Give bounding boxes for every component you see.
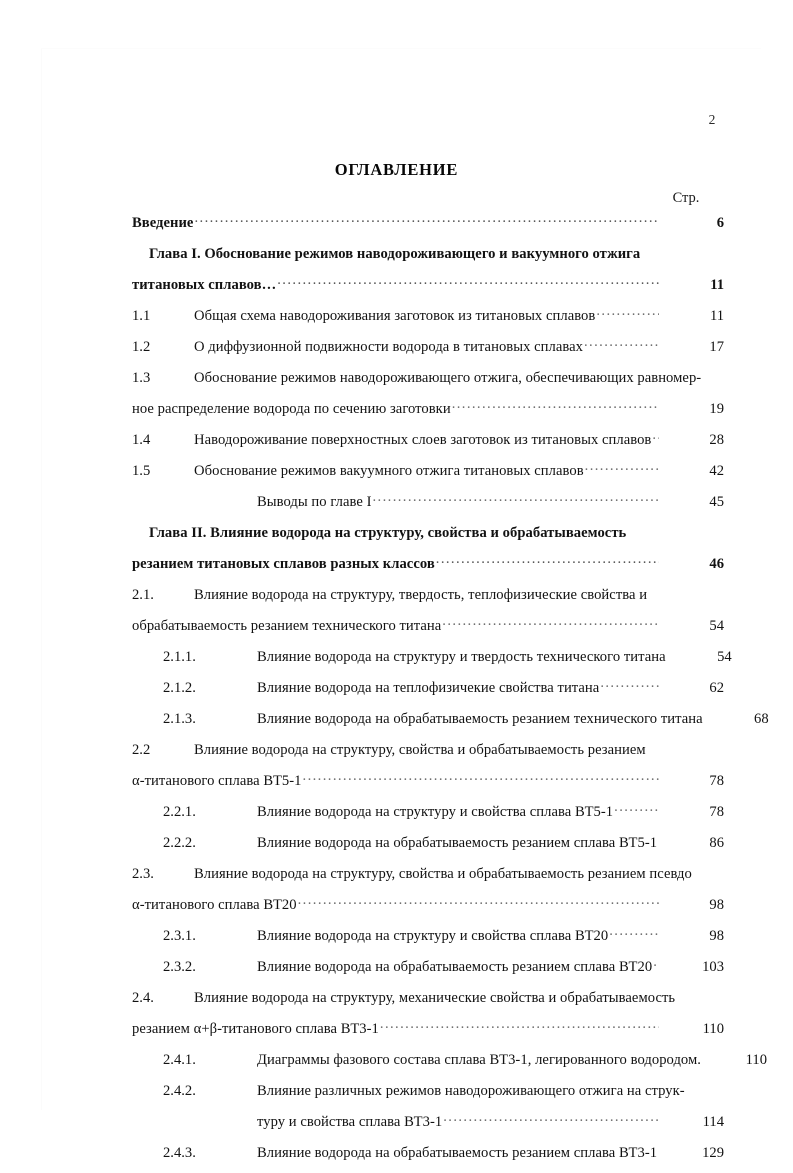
toc-entry[interactable] [132, 770, 732, 801]
page-title: ОГЛАВЛЕНИЕ [334, 160, 459, 179]
toc-entry-page-number: 19 [709, 400, 724, 417]
toc-entry[interactable] [132, 460, 732, 491]
toc-leader-dots [600, 677, 659, 692]
scan-edge-left [41, 48, 42, 1110]
toc-entry-label: Общая схема наводороживания заготовок из титановых сплавов [194, 307, 596, 324]
toc-entry[interactable] [132, 398, 732, 429]
toc-entry-number: 2.4. [132, 989, 154, 1006]
toc-entry[interactable] [132, 987, 732, 1018]
toc-entry-page-number: 42 [709, 462, 724, 479]
toc-entry[interactable] [132, 429, 732, 460]
toc-entry-page-number: 78 [709, 803, 724, 820]
toc-leader-dots [658, 1142, 659, 1157]
toc-entry[interactable] [132, 491, 732, 522]
toc-entry-page-number: 6 [716, 214, 724, 231]
toc-entry-page-number [705, 370, 775, 387]
toc-entry[interactable] [132, 832, 732, 863]
toc-entry-label: α-титанового сплава ВТ20 [132, 896, 297, 913]
toc-entry-page-number [696, 866, 766, 883]
toc-entry-number: 2.2.1. [163, 803, 196, 820]
toc-entry-page-number: 68 [754, 710, 769, 727]
toc-entry-label: Влияние водорода на структуру, свойства и обрабатываемость резанием псевдо [194, 865, 692, 882]
toc-leader-dots [277, 274, 659, 289]
toc-leader-dots [658, 832, 659, 847]
toc-entry-number: 2.4.2. [163, 1082, 196, 1099]
toc-leader-dots [303, 770, 659, 785]
toc-entry-label: резанием α+β-титанового сплава ВТ3-1 [132, 1020, 379, 1037]
toc-leader-dots [596, 305, 659, 320]
toc-entry-number: 1.2 [132, 338, 151, 355]
toc-entry-label: Влияние водорода на обрабатываемость резанием сплава ВТ3-1 [257, 1144, 658, 1161]
toc-entry-label: Выводы по главе I [257, 493, 372, 510]
toc-entry-page-number: 110 [702, 1020, 724, 1037]
toc-entry-number: 1.5 [132, 462, 151, 479]
toc-entry-label: Влияние водорода на обрабатываемость резанием сплава ВТ20 [257, 958, 653, 975]
toc-entry-label: Введение [132, 214, 194, 231]
toc-entry-number: 2.4.3. [163, 1144, 196, 1161]
toc-leader-dots [609, 925, 659, 940]
toc-leader-dots [614, 801, 659, 816]
toc-leader-dots [652, 429, 659, 444]
toc-entry-label: Наводороживание поверхностных слоев заготовок из титановых сплавов [194, 431, 652, 448]
toc-entry-label: Обоснование режимов вакуумного отжига титановых сплавов [194, 462, 584, 479]
toc-entry-number: 2.3.1. [163, 927, 196, 944]
toc-entry[interactable] [132, 1111, 732, 1142]
toc-entry-number: 2.1. [132, 586, 154, 603]
toc-entry-number: 1.3 [132, 369, 151, 386]
toc-entry-label: Влияние водорода на теплофизичекие свойства титана [257, 679, 600, 696]
toc-entry-number: 2.1.3. [163, 710, 196, 727]
toc-entry-label: обрабатываемость резанием технического титана [132, 617, 442, 634]
toc-entry-label: О диффузионной подвижности водорода в титановых сплавах [194, 338, 583, 355]
toc-leader-dots [648, 584, 659, 599]
toc-entry-label: Обоснование режимов наводороживающего отжига, обеспечивающих равномер- [194, 369, 702, 386]
toc-entry-page-number: 62 [709, 679, 724, 696]
toc-entry[interactable] [132, 708, 769, 739]
toc-entry[interactable] [132, 305, 732, 336]
toc-entry-page-number [689, 1083, 759, 1100]
toc-entry-label: Влияние водорода на структуру и свойства сплава ВТ5-1 [257, 803, 614, 820]
toc-entry-page-number: 98 [709, 927, 724, 944]
toc-entry-label: Глава I. Обоснование режимов наводороживающего и вакуумного отжига [149, 245, 641, 262]
table-of-contents [132, 212, 769, 1173]
toc-leader-dots [373, 491, 660, 506]
toc-entry-number: 2.1.1. [163, 648, 196, 665]
toc-entry-page-number: 86 [709, 834, 724, 851]
toc-entry-page-number: 114 [702, 1113, 724, 1130]
toc-entry[interactable] [132, 863, 732, 894]
toc-leader-dots [442, 615, 659, 630]
scan-edge-top [41, 48, 761, 49]
toc-entry-label: Влияние водорода на структуру, механические свойства и обрабатываемость [194, 989, 676, 1006]
toc-entry-label: α-титанового сплава ВТ5-1 [132, 772, 302, 789]
toc-entry-number: 2.3. [132, 865, 154, 882]
toc-entry-number: 1.1 [132, 307, 151, 324]
toc-leader-dots [653, 956, 659, 971]
toc-entry-page-number: 98 [709, 896, 724, 913]
toc-entry-page-number: 46 [709, 555, 724, 572]
toc-entry[interactable] [132, 894, 732, 925]
toc-entry-page-number [662, 246, 732, 263]
toc-entry-page-number: 28 [709, 431, 724, 448]
toc-entry-number: 2.2 [132, 741, 151, 758]
toc-leader-dots [627, 522, 659, 537]
toc-entry[interactable] [132, 212, 732, 243]
toc-entry-label: ное распределение водорода по сечению заготовки [132, 400, 451, 417]
toc-leader-dots [436, 553, 659, 568]
toc-entry[interactable] [132, 522, 732, 553]
toc-entry-page-number [679, 990, 749, 1007]
toc-entry-page-number: 78 [709, 772, 724, 789]
toc-entry[interactable] [132, 615, 732, 646]
toc-leader-dots [380, 1018, 659, 1033]
toc-entry[interactable] [132, 925, 732, 956]
toc-entry-label: Диаграммы фазового состава сплава ВТ3-1, легированного водородом. [257, 1051, 701, 1068]
toc-entry-label: туру и свойства сплава ВТ3-1 [257, 1113, 443, 1130]
toc-entry-label: Влияние водорода на обрабатываемость резанием технического титана [257, 710, 703, 727]
page-folio-number: 2 [708, 112, 716, 127]
toc-entry[interactable] [132, 243, 732, 274]
toc-entry-page-number: 110 [745, 1051, 767, 1068]
toc-leader-dots [452, 398, 659, 413]
toc-entry-page-number [662, 525, 732, 542]
toc-entry-page-number: 17 [709, 338, 724, 355]
toc-entry[interactable] [132, 336, 732, 367]
toc-entry[interactable] [132, 677, 732, 708]
toc-entry-page-number: 45 [709, 493, 724, 510]
toc-entry[interactable] [132, 274, 732, 305]
toc-leader-dots [298, 894, 659, 909]
toc-entry-page-number: 11 [709, 307, 724, 324]
toc-entry-label: Влияние водорода на структуру и твердость технического титана [257, 648, 666, 665]
toc-entry-label: Глава II. Влияние водорода на структуру, свойства и обрабатываемость [149, 524, 627, 541]
toc-entry-page-number: 11 [710, 276, 724, 293]
toc-leader-dots [194, 212, 659, 227]
toc-entry-page-number: 54 [717, 648, 732, 665]
toc-entry-page-number: 54 [709, 617, 724, 634]
toc-entry-page-number [662, 587, 732, 604]
toc-leader-dots [641, 243, 659, 258]
toc-entry-page-number [662, 742, 732, 759]
toc-entry-number: 1.4 [132, 431, 151, 448]
toc-entry-label: Влияние водорода на структуру и свойства сплава ВТ20 [257, 927, 609, 944]
toc-entry[interactable] [132, 739, 732, 770]
page-column-header: Стр. [672, 190, 700, 206]
toc-entry-number: 2.3.2. [163, 958, 196, 975]
toc-entry-number: 2.4.1. [163, 1051, 196, 1068]
toc-entry[interactable] [132, 367, 732, 398]
toc-entry[interactable] [132, 553, 732, 584]
toc-entry[interactable] [132, 956, 732, 987]
toc-leader-dots [585, 460, 659, 475]
toc-entry-label: Влияние водорода на структуру, свойства и обрабатываемость резанием [194, 741, 646, 758]
toc-entry-number: 2.1.2. [163, 679, 196, 696]
toc-entry-label: Влияние водорода на обрабатываемость резанием сплава ВТ5-1 [257, 834, 658, 851]
toc-leader-dots [647, 739, 659, 754]
toc-entry[interactable] [132, 1018, 732, 1049]
toc-entry-label: резанием титановых сплавов разных классов [132, 555, 435, 572]
toc-entry-label: Влияние различных режимов наводороживающего отжига на струк- [257, 1082, 685, 1099]
toc-entry[interactable] [132, 1142, 732, 1173]
toc-leader-dots [584, 336, 659, 351]
toc-leader-dots [443, 1111, 659, 1126]
toc-entry-page-number: 103 [702, 958, 724, 975]
toc-entry[interactable] [132, 1080, 732, 1111]
toc-entry-number: 2.2.2. [163, 834, 196, 851]
toc-entry-label: Влияние водорода на структуру, твердость, теплофизические свойства и [194, 586, 648, 603]
toc-entry[interactable] [132, 584, 732, 615]
toc-entry[interactable] [132, 1049, 767, 1080]
toc-entry[interactable] [132, 646, 732, 677]
toc-entry[interactable] [132, 801, 732, 832]
toc-entry-label: титановых сплавов… [132, 276, 277, 293]
toc-entry-page-number: 129 [702, 1144, 724, 1161]
